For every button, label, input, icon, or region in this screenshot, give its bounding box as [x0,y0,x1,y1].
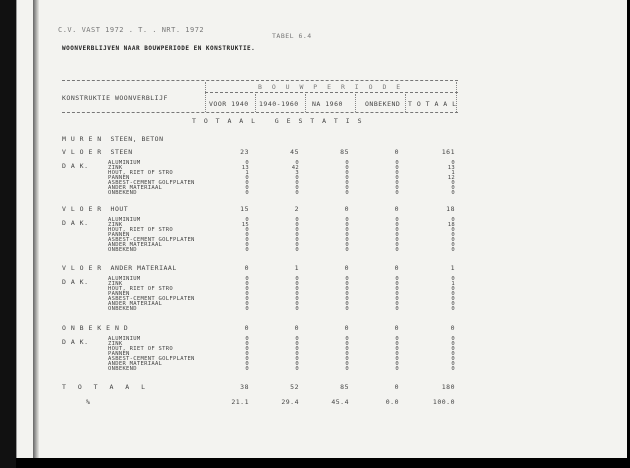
dak-value: 0 [451,361,455,367]
dak-value: 0 [245,247,249,253]
section-title: T O T A A L G E S T A T I S [192,117,364,125]
dak-value: 0 [451,346,455,352]
vloer-value: 0 [244,264,249,272]
dak-value: 0 [345,341,349,347]
dak-value: 0 [395,160,399,166]
dak-item-label: PANNEN [108,175,130,181]
dak-item-label: ONBEKEND [108,366,137,372]
dak-value: 0 [451,232,455,238]
dak-item-label: ZINK [108,341,123,347]
col-divider [355,94,356,112]
dak-value: 0 [245,232,249,238]
dak-value: 0 [345,180,349,186]
dak-value: 12 [447,175,455,181]
dak-item-label: ALUMINIUM [108,276,141,282]
vloer-label: V L O E R ANDER MATERIAAL [62,264,177,272]
dak-value: 0 [395,341,399,347]
dak-value: 0 [395,351,399,357]
dak-value: 0 [345,222,349,228]
dak-value: 0 [345,170,349,176]
vloer-value: 2 [294,205,299,213]
dak-value: 0 [395,296,399,302]
column-header: VOOR 1940 [209,100,249,108]
dak-value: 0 [245,217,249,223]
col-divider [255,94,256,112]
dak-value: 13 [241,165,249,171]
dak-value: 0 [451,301,455,307]
dak-value: 0 [295,237,299,243]
dak-value: 0 [245,276,249,282]
dak-value: 0 [395,286,399,292]
dak-value: 0 [295,296,299,302]
percent-value: 29.4 [281,398,299,406]
row-header-label: KONSTRUKTIE WOONVERBLIJF [62,94,168,102]
dak-value: 0 [245,336,249,342]
dak-item-label: ANDER MATERIAAL [108,361,163,367]
column-header: NA 1960 [312,100,343,108]
dak-value: 0 [451,366,455,372]
dak-value: 0 [345,247,349,253]
dak-value: 18 [447,222,455,228]
vloer-value: 0 [294,324,299,332]
percent-value: 0.0 [385,398,399,406]
dak-item-label: ONBEKEND [108,306,137,312]
header-rule-top [62,80,458,81]
vloer-value: 0 [394,148,399,156]
dak-value: 0 [345,366,349,372]
dak-value: 0 [395,222,399,228]
dak-value: 0 [395,291,399,297]
vloer-value: 0 [450,324,455,332]
dak-value: 0 [245,180,249,186]
dak-value: 0 [451,351,455,357]
dak-value: 0 [451,247,455,253]
dak-value: 0 [245,296,249,302]
dak-label: D A K. [62,278,89,286]
dak-value: 0 [345,361,349,367]
dak-value: 1 [245,170,249,176]
dak-value: 0 [451,306,455,312]
col-divider [205,82,206,112]
dak-value: 0 [345,346,349,352]
dak-value: 0 [245,242,249,248]
col-divider [305,94,306,112]
dak-item-label: ASBEST-CEMENT GOLFPLATEN [108,180,195,186]
dak-value: 0 [245,175,249,181]
dak-value: 0 [395,306,399,312]
dak-value: 42 [291,165,299,171]
dak-value: 0 [345,281,349,287]
dak-value: 0 [345,286,349,292]
dak-value: 0 [345,351,349,357]
dak-value: 0 [295,217,299,223]
dak-value: 0 [245,190,249,196]
dak-value: 0 [295,351,299,357]
dak-value: 0 [245,185,249,191]
dak-value: 0 [345,291,349,297]
binding-shadow [0,0,16,468]
dak-item-label: ASBEST-CEMENT GOLFPLATEN [108,356,195,362]
dak-value: 1 [451,170,455,176]
percent-value: 21.1 [231,398,249,406]
dak-item-label: ONBEKEND [108,247,137,253]
dak-value: 0 [395,276,399,282]
dak-item-label: HOUT, RIET OF STRO [108,170,174,176]
dak-value: 0 [451,237,455,243]
vloer-value: 0 [244,324,249,332]
vloer-label: V L O E R STEEN [62,148,133,156]
dak-label: D A K. [62,338,89,346]
dak-value: 0 [245,281,249,287]
dak-value: 0 [345,165,349,171]
dak-value: 0 [245,361,249,367]
column-header: 1940-1960 [259,100,299,108]
column-header: T O T A A L [408,100,457,108]
header-rule-mid [205,92,458,93]
dak-value: 0 [395,281,399,287]
dak-label: D A K. [62,162,89,170]
dak-item-label: ONBEKEND [108,190,137,196]
dak-value: 0 [345,296,349,302]
dak-value: 0 [295,281,299,287]
dak-value: 0 [295,227,299,233]
dak-value: 0 [345,217,349,223]
dak-value: 0 [451,291,455,297]
dak-value: 0 [395,247,399,253]
totaal-value: 85 [340,383,349,391]
vloer-value: 0 [344,264,349,272]
dak-item-label: ALUMINIUM [108,217,141,223]
dak-value: 0 [451,185,455,191]
page-subtitle: WOONVERBLIJVEN NAAR BOUWPERIODE EN KONSTRUKTIE. [62,45,256,52]
dak-value: 0 [345,227,349,233]
dak-value: 0 [345,336,349,342]
dak-value: 0 [395,190,399,196]
dak-value: 0 [295,276,299,282]
vloer-value: 0 [344,205,349,213]
dak-value: 0 [395,301,399,307]
dak-value: 0 [395,356,399,362]
dak-value: 0 [245,356,249,362]
dak-item-label: PANNEN [108,291,130,297]
page-edge [33,0,39,458]
dak-value: 0 [295,175,299,181]
dak-value: 15 [241,222,249,228]
column-header: ONBEKEND [365,100,401,108]
dak-value: 0 [451,296,455,302]
dak-value: 0 [395,336,399,342]
dak-value: 0 [345,190,349,196]
dak-item-label: ASBEST-CEMENT GOLFPLATEN [108,296,195,302]
dak-value: 0 [395,170,399,176]
dak-item-label: ZINK [108,165,123,171]
vloer-value: 1 [294,264,299,272]
dak-item-label: ANDER MATERIAAL [108,242,163,248]
dak-value: 0 [245,227,249,233]
dak-value: 0 [451,286,455,292]
totaal-label: T O T A A L [62,383,150,391]
vloer-value: 161 [441,148,455,156]
dak-value: 0 [451,190,455,196]
dak-value: 13 [447,165,455,171]
percent-value: 100.0 [432,398,455,406]
dak-value: 0 [451,341,455,347]
muren-label: M U R E N STEEN, BETON [62,135,164,143]
dak-value: 0 [395,242,399,248]
dak-value: 0 [395,185,399,191]
vloer-value: 0 [394,264,399,272]
dak-value: 0 [245,160,249,166]
dak-value: 0 [245,237,249,243]
dak-item-label: HOUT, RIET OF STRO [108,286,174,292]
dak-value: 0 [345,185,349,191]
dak-item-label: ZINK [108,222,123,228]
dak-value: 0 [451,217,455,223]
dak-item-label: ALUMINIUM [108,336,141,342]
dak-value: 0 [295,222,299,228]
dak-value: 0 [245,306,249,312]
dak-value: 0 [451,160,455,166]
dak-value: 0 [451,276,455,282]
dak-item-label: ALUMINIUM [108,160,141,166]
dak-value: 0 [295,180,299,186]
dak-value: 0 [245,351,249,357]
percent-value: 45.4 [331,398,349,406]
vloer-value: 0 [394,205,399,213]
vloer-value: 23 [240,148,249,156]
dak-value: 0 [345,242,349,248]
dak-value: 0 [295,232,299,238]
col-divider [405,94,406,112]
table-number: TABEL 6.4 [272,32,312,40]
dak-item-label: ASBEST-CEMENT GOLFPLATEN [108,237,195,243]
dak-label: D A K. [62,219,89,227]
dak-value: 0 [295,306,299,312]
dak-value: 0 [451,336,455,342]
dak-value: 0 [345,175,349,181]
dak-value: 0 [295,247,299,253]
vloer-value: 1 [450,264,455,272]
vloer-value: 0 [344,324,349,332]
dak-value: 0 [295,336,299,342]
vloer-value: 45 [290,148,299,156]
dak-value: 0 [245,341,249,347]
dak-value: 0 [395,237,399,243]
dak-value: 0 [345,356,349,362]
dak-value: 0 [395,217,399,223]
dak-value: 0 [295,361,299,367]
dak-value: 0 [345,160,349,166]
dak-value: 0 [295,160,299,166]
dak-value: 0 [295,301,299,307]
dak-value: 0 [395,361,399,367]
dak-value: 0 [245,291,249,297]
dak-value: 0 [395,165,399,171]
dak-value: 0 [245,286,249,292]
dak-value: 0 [295,242,299,248]
dak-value: 0 [395,227,399,233]
dak-value: 0 [295,356,299,362]
dak-value: 0 [451,242,455,248]
dak-value: 0 [295,291,299,297]
dak-item-label: PANNEN [108,232,130,238]
dak-value: 0 [345,232,349,238]
totaal-value: 0 [394,383,399,391]
dak-item-label: ANDER MATERIAAL [108,185,163,191]
dak-value: 0 [295,286,299,292]
vloer-value: 15 [240,205,249,213]
dak-value: 0 [295,185,299,191]
dak-value: 0 [395,366,399,372]
dak-item-label: HOUT, RIET OF STRO [108,346,174,352]
totaal-value: 180 [441,383,455,391]
dak-value: 3 [295,170,299,176]
header-rule-bottom [62,112,458,113]
totaal-value: 52 [290,383,299,391]
percent-label: % [86,398,91,406]
dak-value: 0 [345,237,349,243]
dak-value: 0 [395,346,399,352]
vloer-label: V L O E R HOUT [62,205,129,213]
dak-value: 1 [451,281,455,287]
dak-value: 0 [295,190,299,196]
dak-value: 0 [295,341,299,347]
dak-value: 0 [395,232,399,238]
dak-value: 0 [245,346,249,352]
dak-item-label: ANDER MATERIAAL [108,301,163,307]
dak-value: 0 [345,301,349,307]
dak-value: 0 [451,180,455,186]
dak-value: 0 [395,175,399,181]
column-group-header: B O U W P E R I O D E [258,83,404,91]
vloer-value: 85 [340,148,349,156]
dak-value: 0 [345,276,349,282]
dak-value: 0 [451,356,455,362]
dak-value: 0 [395,180,399,186]
dak-value: 0 [295,346,299,352]
dak-item-label: HOUT, RIET OF STRO [108,227,174,233]
dak-value: 0 [345,306,349,312]
vloer-value: 0 [394,324,399,332]
dak-value: 0 [295,366,299,372]
vloer-label: O N B E K E N D [62,324,129,332]
dak-value: 0 [245,301,249,307]
dak-item-label: ZINK [108,281,123,287]
totaal-value: 38 [240,383,249,391]
dak-value: 0 [245,366,249,372]
vloer-value: 18 [446,205,455,213]
dak-value: 0 [451,227,455,233]
header-line: C.V. VAST 1972 . T. . NRT. 1972 [58,26,205,34]
dak-item-label: PANNEN [108,351,130,357]
